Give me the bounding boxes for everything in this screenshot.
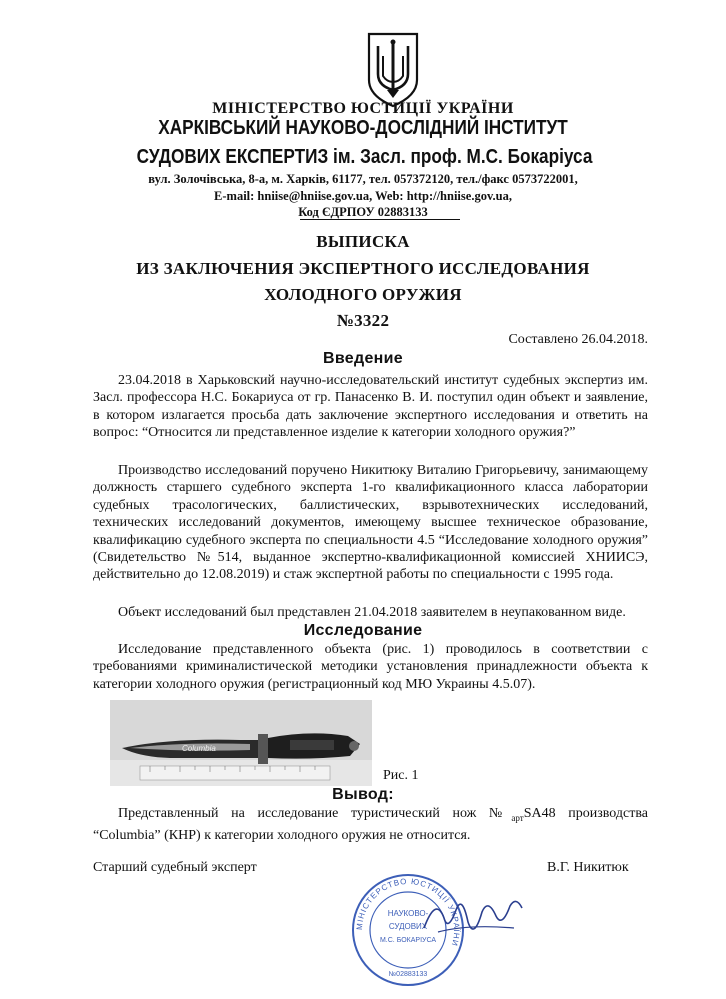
handwritten-signature	[418, 888, 528, 948]
section-heading-research: Исследование	[303, 622, 423, 639]
conclusion-paragraph	[93, 805, 648, 845]
knife-photo	[110, 700, 372, 786]
stamp-outer-text: МІНІСТЕРСТВО ЮСТИЦІЇ УКРАЇНИ	[354, 876, 462, 948]
stamp-code: №02883133	[388, 971, 428, 978]
conclusion-text-after: SA48 производства “Columbia” (КНР) к категории холодного оружия не относится.	[93, 806, 648, 844]
document-number: №3322	[336, 311, 390, 330]
stamp-inner-line3: М.С. БОКАРІУСА	[379, 937, 437, 944]
intro-paragraph-3: Объект исследований был представлен 21.04.2018 заявителем в неупакованном виде.	[118, 605, 626, 620]
institute-address: вул. Золочівська, 8-а, м. Харків, 61177, тел. 057372120, тел./факс 0573722001,	[148, 172, 578, 186]
research-paragraph: Исследование представленного объекта (рис. 1) проводилось в соответствии с требованиями криминалистической методики установления принадлежности объекта к категории холодного оружия (регистрационный код МЮ Украины 4.5.07).	[93, 642, 648, 692]
stamp-inner-line1: НАУКОВО-	[387, 909, 429, 918]
institute-email-web: E-mail: hniise@hniise.gov.ua, Web: http://hniise.gov.ua,	[214, 189, 512, 203]
expert-role: Старший судебный эксперт	[93, 860, 257, 875]
institute-name-line1: ХАРКІВСЬКИЙ НАУКОВО-ДОСЛІДНИЙ ІНСТИТУТ	[158, 117, 568, 139]
conclusion-text-before: Представленный на исследование туристический нож №	[118, 806, 512, 821]
intro-paragraph-1: 23.04.2018 в Харьковский научно-исследовательский институт судебных экспертиз им. Засл. профессора Н.С. Бокариуса от гр. Панасенко В. И. поступил один объект и заявление, в котором излагается просьба дать заключение экспертного исследования и ответить на вопрос: “Относится ли представленное изделие к категории холодного оружия?”	[93, 373, 648, 441]
section-heading-intro: Введение	[323, 350, 403, 367]
document-subtitle-line2: ХОЛОДНОГО ОРУЖИЯ	[264, 285, 462, 304]
ministry-name: МІНІСТЕРСТВО ЮСТИЦІЇ УКРАЇНИ	[212, 100, 514, 117]
conclusion-subscript: арт	[511, 812, 524, 823]
document-subtitle-line1: ИЗ ЗАКЛЮЧЕНИЯ ЭКСПЕРТНОГО ИССЛЕДОВАНИЯ	[136, 259, 590, 278]
composed-date: Составлено 26.04.2018.	[508, 332, 648, 347]
stamp-inner-line2: СУДОВИХ	[388, 922, 428, 931]
figure-caption: Рис. 1	[383, 768, 419, 783]
blade-brand-text: Columbia	[182, 744, 216, 753]
institute-edrpou-code: Код ЄДРПОУ 02883133	[298, 205, 428, 219]
expert-name: В.Г. Никитюк	[547, 860, 629, 875]
trident-emblem-icon	[365, 30, 421, 108]
institute-name-line2: СУДОВИХ ЕКСПЕРТИЗ ім. Засл. проф. М.С. Бокаріуса	[136, 146, 593, 168]
intro-paragraph-2: Производство исследований поручено Никитюку Виталию Григорьевичу, занимающему должность старшего судебного эксперта 1-го квалификационного класса лаборатории судебных трасологических, баллистических, взрывотехнических исследований, технических исследований документов, имеющему высшее техническое образование, квалификацию судебного эксперта по специальности 4.5 “Исследование холодного оружия” (Свидетельство №514, выданное экспертно-квалификационной комиссией ХНИИСЭ, действительно до 12.08.2019) и стаж экспертной работы по специальности с 1995 года.	[93, 463, 648, 583]
section-heading-conclusion: Вывод:	[332, 786, 394, 803]
header-divider	[300, 219, 460, 220]
document-title: ВЫПИСКА	[316, 232, 410, 251]
